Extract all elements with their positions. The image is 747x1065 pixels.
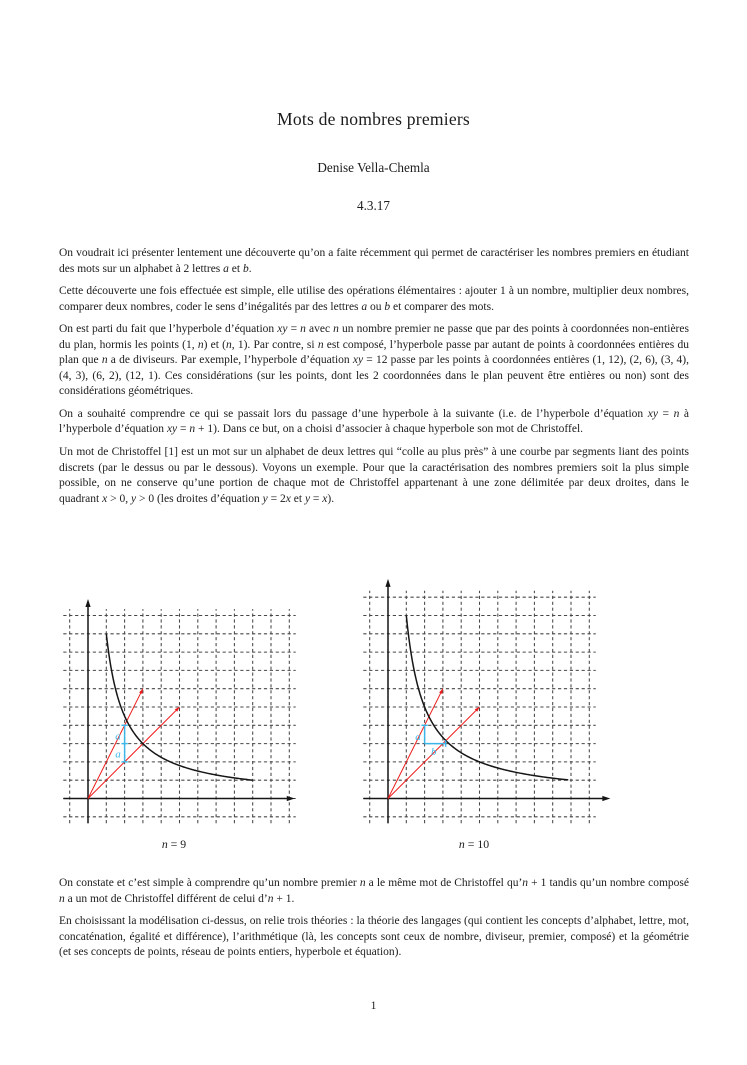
svg-text:a: a <box>415 730 421 743</box>
svg-text:a: a <box>115 730 121 743</box>
svg-text:a: a <box>115 748 121 761</box>
svg-text:b: b <box>431 746 437 759</box>
paragraph: Cette découverte une fois effectuée est simple, elle utilise des opérations élémentaires : ajouter 1 à un nombre, multiplier deux nombres, comparer deux nombres, coder le sens d’inégalités par des lettres a ou b et comparer des mots. <box>59 285 689 313</box>
paragraph: On est parti du fait que l’hyperbole d’équation xy = n avec n un nombre premier ne passe que par des points à coordonnées non-entières du plan, hormis les points (1, n) et (n, 1). Par contre, si n est composé, l’hyperbole passe par autant de points à coordonnées entières du plan que n a de diviseurs. Par exemple, l’hyperbole d’équation xy = 12 passe par les points à coordonnées entières (1, 12), (2, 6), (3, 4), (4, 3), (6, 2), (12, 1). Ces considérations (sur les points, dont les 2 coordonnées dans le plan peuvent être entières ou non) sont des considérations géométriques. <box>59 323 689 398</box>
paragraph: On voudrait ici présenter lentement une découverte qu’on a faite récemment qui permet de caractériser les nombres premiers en étudiant des mots sur un alphabet à 2 lettres a et b. <box>59 247 689 275</box>
figure-n10 <box>357 570 623 838</box>
paper-author: Denise Vella-Chemla <box>317 160 430 175</box>
paragraph: Un mot de Christoffel [1] est un mot sur un alphabet de deux lettres qui “colle au plus près” à une courbe par segments liant des points discrets (par le dessus ou par le dessous). Voyons un exemple. Pour que la caractérisation des nombres premiers soit la plus simple possible, on ne conserve qu’une portion de chaque mot de Christoffel appartenant à une zone délimitée par deux droites, dans le quadrant x > 0, y > 0 (les droites d’équation y = 2x et y = x). <box>59 446 689 505</box>
figure-n9 <box>57 588 309 840</box>
page-number: 1 <box>370 999 377 1012</box>
figure-caption-n9: n = 9 <box>161 837 187 851</box>
paragraph: On constate et c’est simple à comprendre qu’un nombre premier n a le même mot de Christoffel qu’n + 1 tandis qu’un nombre composé n a un mot de Christoffel différent de celui d’n + 1. <box>59 877 689 905</box>
body-text-block-bottom <box>59 876 689 968</box>
hyperbola-plot-n10-canvas <box>357 570 623 838</box>
paper-date: 4.3.17 <box>357 198 390 213</box>
figure-caption-n10: n = 10 <box>458 837 490 851</box>
body-text-block-top <box>59 246 689 514</box>
paper-title: Mots de nombres premiers <box>277 109 470 129</box>
paragraph: En choisissant la modélisation ci-dessus, on relie trois théories : la théorie des langages (qui contient les concepts d’alphabet, lettre, mot, concaténation, égalité et différence), l’arithmétique (là, les concepts sont ceux de nombre, diviseur, premier, composé) et la géométrie (et ses concepts de points, réseau de points entiers, hyperbole et équation). <box>59 915 689 959</box>
hyperbola-plot-n9-canvas <box>57 588 309 840</box>
paragraph: On a souhaité comprendre ce qui se passait lors du passage d’une hyperbole à la suivante (i.e. de l’hyperbole d’équation xy = n à l’hyperbole d’équation xy = n + 1). Dans ce but, on a choisi d’associer à chaque hyperbole son mot de Christoffel. <box>59 407 689 436</box>
